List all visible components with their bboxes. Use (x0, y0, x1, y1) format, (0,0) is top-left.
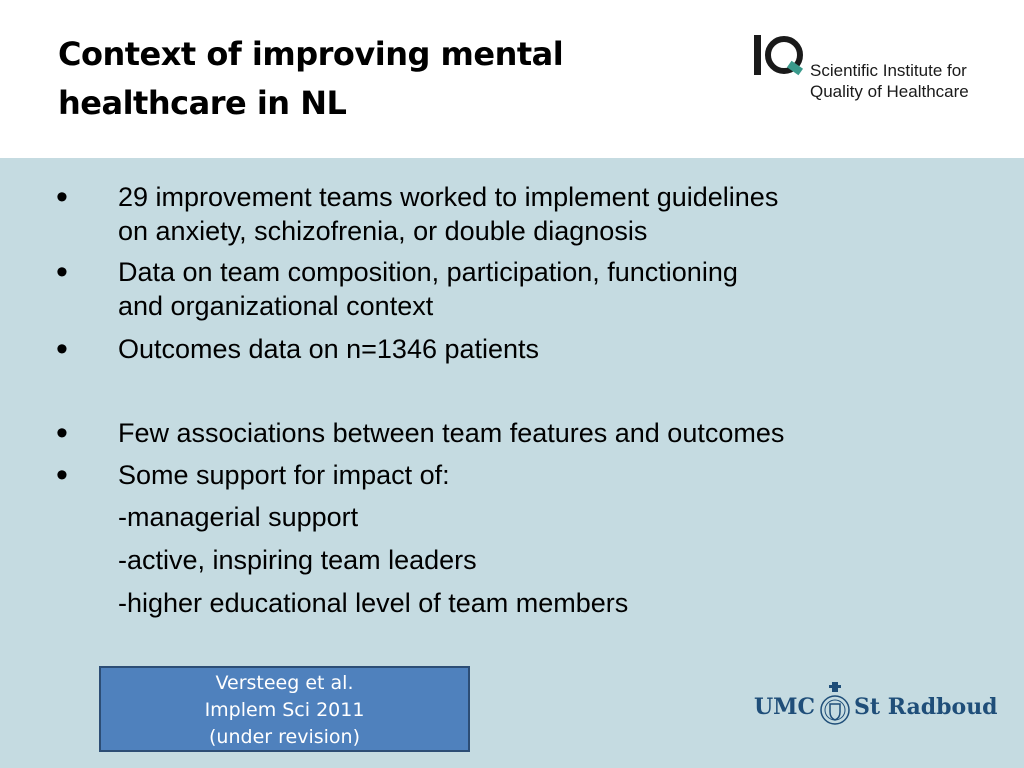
reference-line-2: Implem Sci 2011 (204, 699, 365, 721)
bullet-text-line: Data on team composition, participation, functioning (118, 257, 738, 287)
iq-logo-name-line-1: Scientific Institute for (810, 61, 967, 80)
bullet-dot-icon: • (56, 414, 68, 452)
bullet-dot-icon: • (56, 456, 68, 494)
bullet-text-line: Few associations between team features and outcomes (118, 418, 785, 448)
slide-header (0, 0, 1024, 158)
reference-box (99, 666, 470, 752)
bullet-item (56, 330, 988, 368)
umc-logo-text: UMC (754, 694, 816, 720)
seal-icon (818, 680, 852, 736)
sub-item: -higher educational level of team members (118, 588, 629, 618)
st-radboud-logo-text: St Radboud (854, 694, 998, 720)
iq-logo-icon (752, 32, 804, 82)
bullet-item (56, 253, 988, 323)
bullet-text-line: 29 improvement teams worked to implement guidelines (118, 182, 779, 212)
reference-line-1: Versteeg et al. (215, 672, 354, 694)
sub-item: -active, inspiring team leaders (118, 545, 477, 575)
title-line-1: Context of improving mental (58, 35, 564, 73)
slide-title (58, 30, 698, 128)
bullet-text-line: Outcomes data on n=1346 patients (118, 334, 540, 364)
bullet-item (56, 456, 988, 494)
title-line-2: healthcare in NL (58, 84, 347, 122)
iq-logo-name-line-2: Quality of Healthcare (810, 82, 969, 101)
sub-item: -managerial support (118, 502, 359, 532)
umc-st-radboud-logo (754, 680, 998, 736)
bullet-dot-icon: • (56, 178, 68, 216)
bullet-item (56, 414, 988, 452)
bullet-text-line: Some support for impact of: (118, 460, 450, 490)
bullet-text-line: on anxiety, schizofrenia, or double diagnosis (118, 216, 648, 246)
bullet-text-line: and organizational context (118, 291, 434, 321)
iq-logo-text (810, 60, 1000, 102)
bullet-item (56, 178, 988, 248)
iq-logo (752, 32, 1002, 102)
bullet-dot-icon: • (56, 330, 68, 368)
reference-line-3: (under revision) (209, 726, 360, 748)
bullet-dot-icon: • (56, 253, 68, 291)
